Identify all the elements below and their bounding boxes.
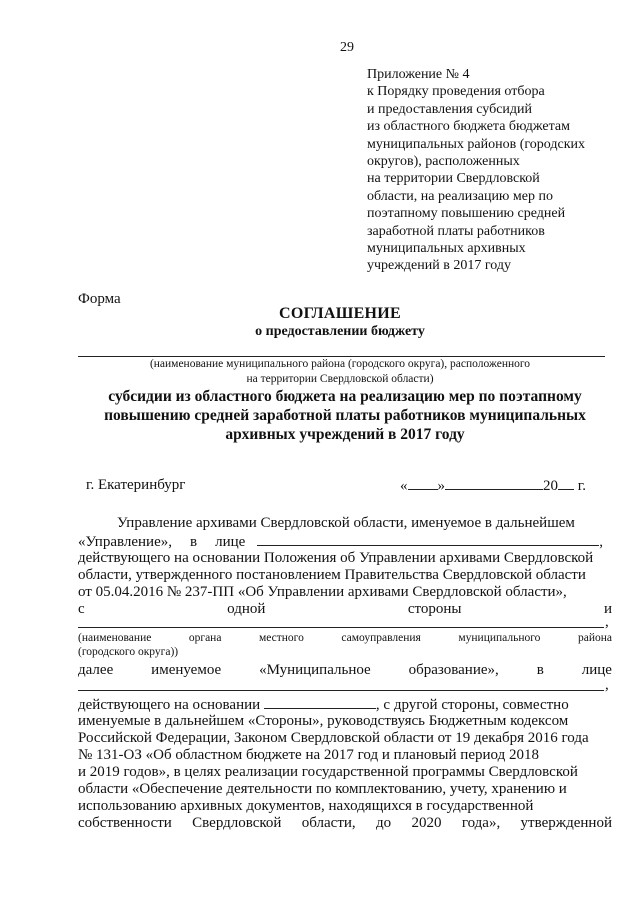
body-text: № 131-ОЗ «Об областном бюджете на 2017 год и плановый период 2018 [78, 747, 539, 763]
word: (наименование [78, 632, 152, 644]
basis-blank [264, 696, 376, 709]
annex-line: на территории Свердловской [367, 171, 540, 187]
word: органа [188, 632, 222, 644]
body-text: именуемые в дальнейшем «Стороны», руководствуясь Бюджетным кодексом [78, 713, 569, 729]
city: г. Екатеринбург [86, 477, 186, 493]
word: до [376, 815, 392, 831]
word: Свердловской [192, 815, 282, 831]
word: «Муниципальное [259, 662, 371, 678]
purpose-line: повышению средней заработной платы работников муниципальных [104, 407, 586, 424]
body-text [78, 662, 612, 679]
word: лице [215, 534, 246, 550]
body-text: «Управление», в лице , [78, 534, 604, 550]
annex-line: из областного бюджета бюджетам [367, 119, 570, 135]
annex-line: поэтапному повышению средней [367, 206, 566, 222]
word: именуемое [151, 662, 222, 678]
page-number: 29 [340, 40, 354, 55]
purpose-line: субсидии из областного бюджета на реализацию мер по поэтапному [108, 388, 582, 405]
body-text: области «Обеспечение деятельности по комплектованию, учету, хранению и [78, 781, 567, 797]
blank-line [78, 356, 605, 357]
annex-line: муниципальных архивных [367, 241, 526, 257]
agreement-title: СОГЛАШЕНИЕ [278, 305, 402, 322]
field-note [78, 632, 612, 644]
annex-line: учреждений в 2017 году [367, 258, 511, 274]
body-text: и 2019 годов», в целях реализации государственной программы Свердловской [78, 764, 578, 780]
blank-line [78, 690, 604, 691]
date-quote: » [437, 478, 445, 494]
body-text: Российской Федерации, Законом Свердловской области от 19 декабря 2016 года [78, 730, 589, 746]
representative-blank [257, 533, 599, 546]
body-text: области, утвержденного постановлением Правительства Свердловской области [78, 567, 586, 583]
date-quote: « [400, 478, 408, 494]
body-text [78, 601, 612, 618]
word: муниципального [458, 632, 541, 644]
blank-line [78, 627, 604, 628]
body-text [78, 815, 612, 832]
form-label: Форма [78, 291, 121, 307]
year-prefix: 20 [543, 478, 558, 494]
word: образование», [408, 662, 499, 678]
annex-line: муниципальных районов (городских [367, 136, 586, 152]
body-text [78, 696, 569, 714]
word: лице [581, 662, 612, 678]
word: одной [227, 601, 266, 617]
year-suffix: г. [574, 478, 586, 494]
word: стороны [407, 601, 462, 617]
phrase: действующего на основании [78, 697, 261, 713]
annex-line: и предоставления субсидий [367, 101, 533, 117]
word: 2020 [411, 815, 442, 831]
word: года», [461, 815, 501, 831]
word: местного [258, 632, 304, 644]
annex-line: Приложение № 4 [367, 67, 470, 82]
word: «Управление», [78, 534, 172, 550]
word: области, [301, 815, 356, 831]
annex-line: заработной платы работников [367, 223, 545, 239]
word: далее [78, 662, 114, 678]
body-text: использованию архивных документов, находящихся в государственной [78, 798, 534, 814]
field-note: (наименование муниципального района (городского округа), расположенного [149, 358, 531, 370]
year-blank [558, 477, 574, 490]
agreement-subtitle: о предоставлении бюджету [255, 324, 425, 339]
month-blank [445, 477, 543, 490]
word: района [577, 632, 612, 644]
annex-line: округов), расположенных [367, 154, 520, 170]
date-field [400, 477, 586, 495]
comma: , [605, 614, 609, 630]
word: и [603, 601, 612, 617]
word: самоуправления [341, 632, 421, 644]
body-text: Управление архивами Свердловской области, именуемое в дальнейшем [117, 515, 575, 531]
word: с [78, 601, 85, 617]
field-note: на территории Свердловской области) [246, 373, 434, 385]
body-text: от 05.04.2016 № 237-ПП «Об Управлении архивами Свердловской области», [78, 584, 567, 600]
word: собственности [78, 815, 172, 831]
word: в [536, 662, 544, 678]
annex-line: области, на реализацию мер по [367, 188, 553, 204]
purpose-line: архивных учреждений в 2017 году [225, 426, 465, 443]
body-text: действующего на основании Положения об Управлении архивами Свердловской [78, 550, 594, 566]
annex-line: к Порядку проведения отбора [367, 84, 545, 100]
word: в [189, 534, 198, 550]
field-note: (городского округа)) [78, 646, 179, 658]
annex-block [367, 66, 627, 275]
phrase: , с другой стороны, совместно [375, 697, 569, 713]
word: утвержденной [520, 815, 612, 831]
day-blank [408, 477, 438, 490]
comma: , [605, 677, 609, 693]
